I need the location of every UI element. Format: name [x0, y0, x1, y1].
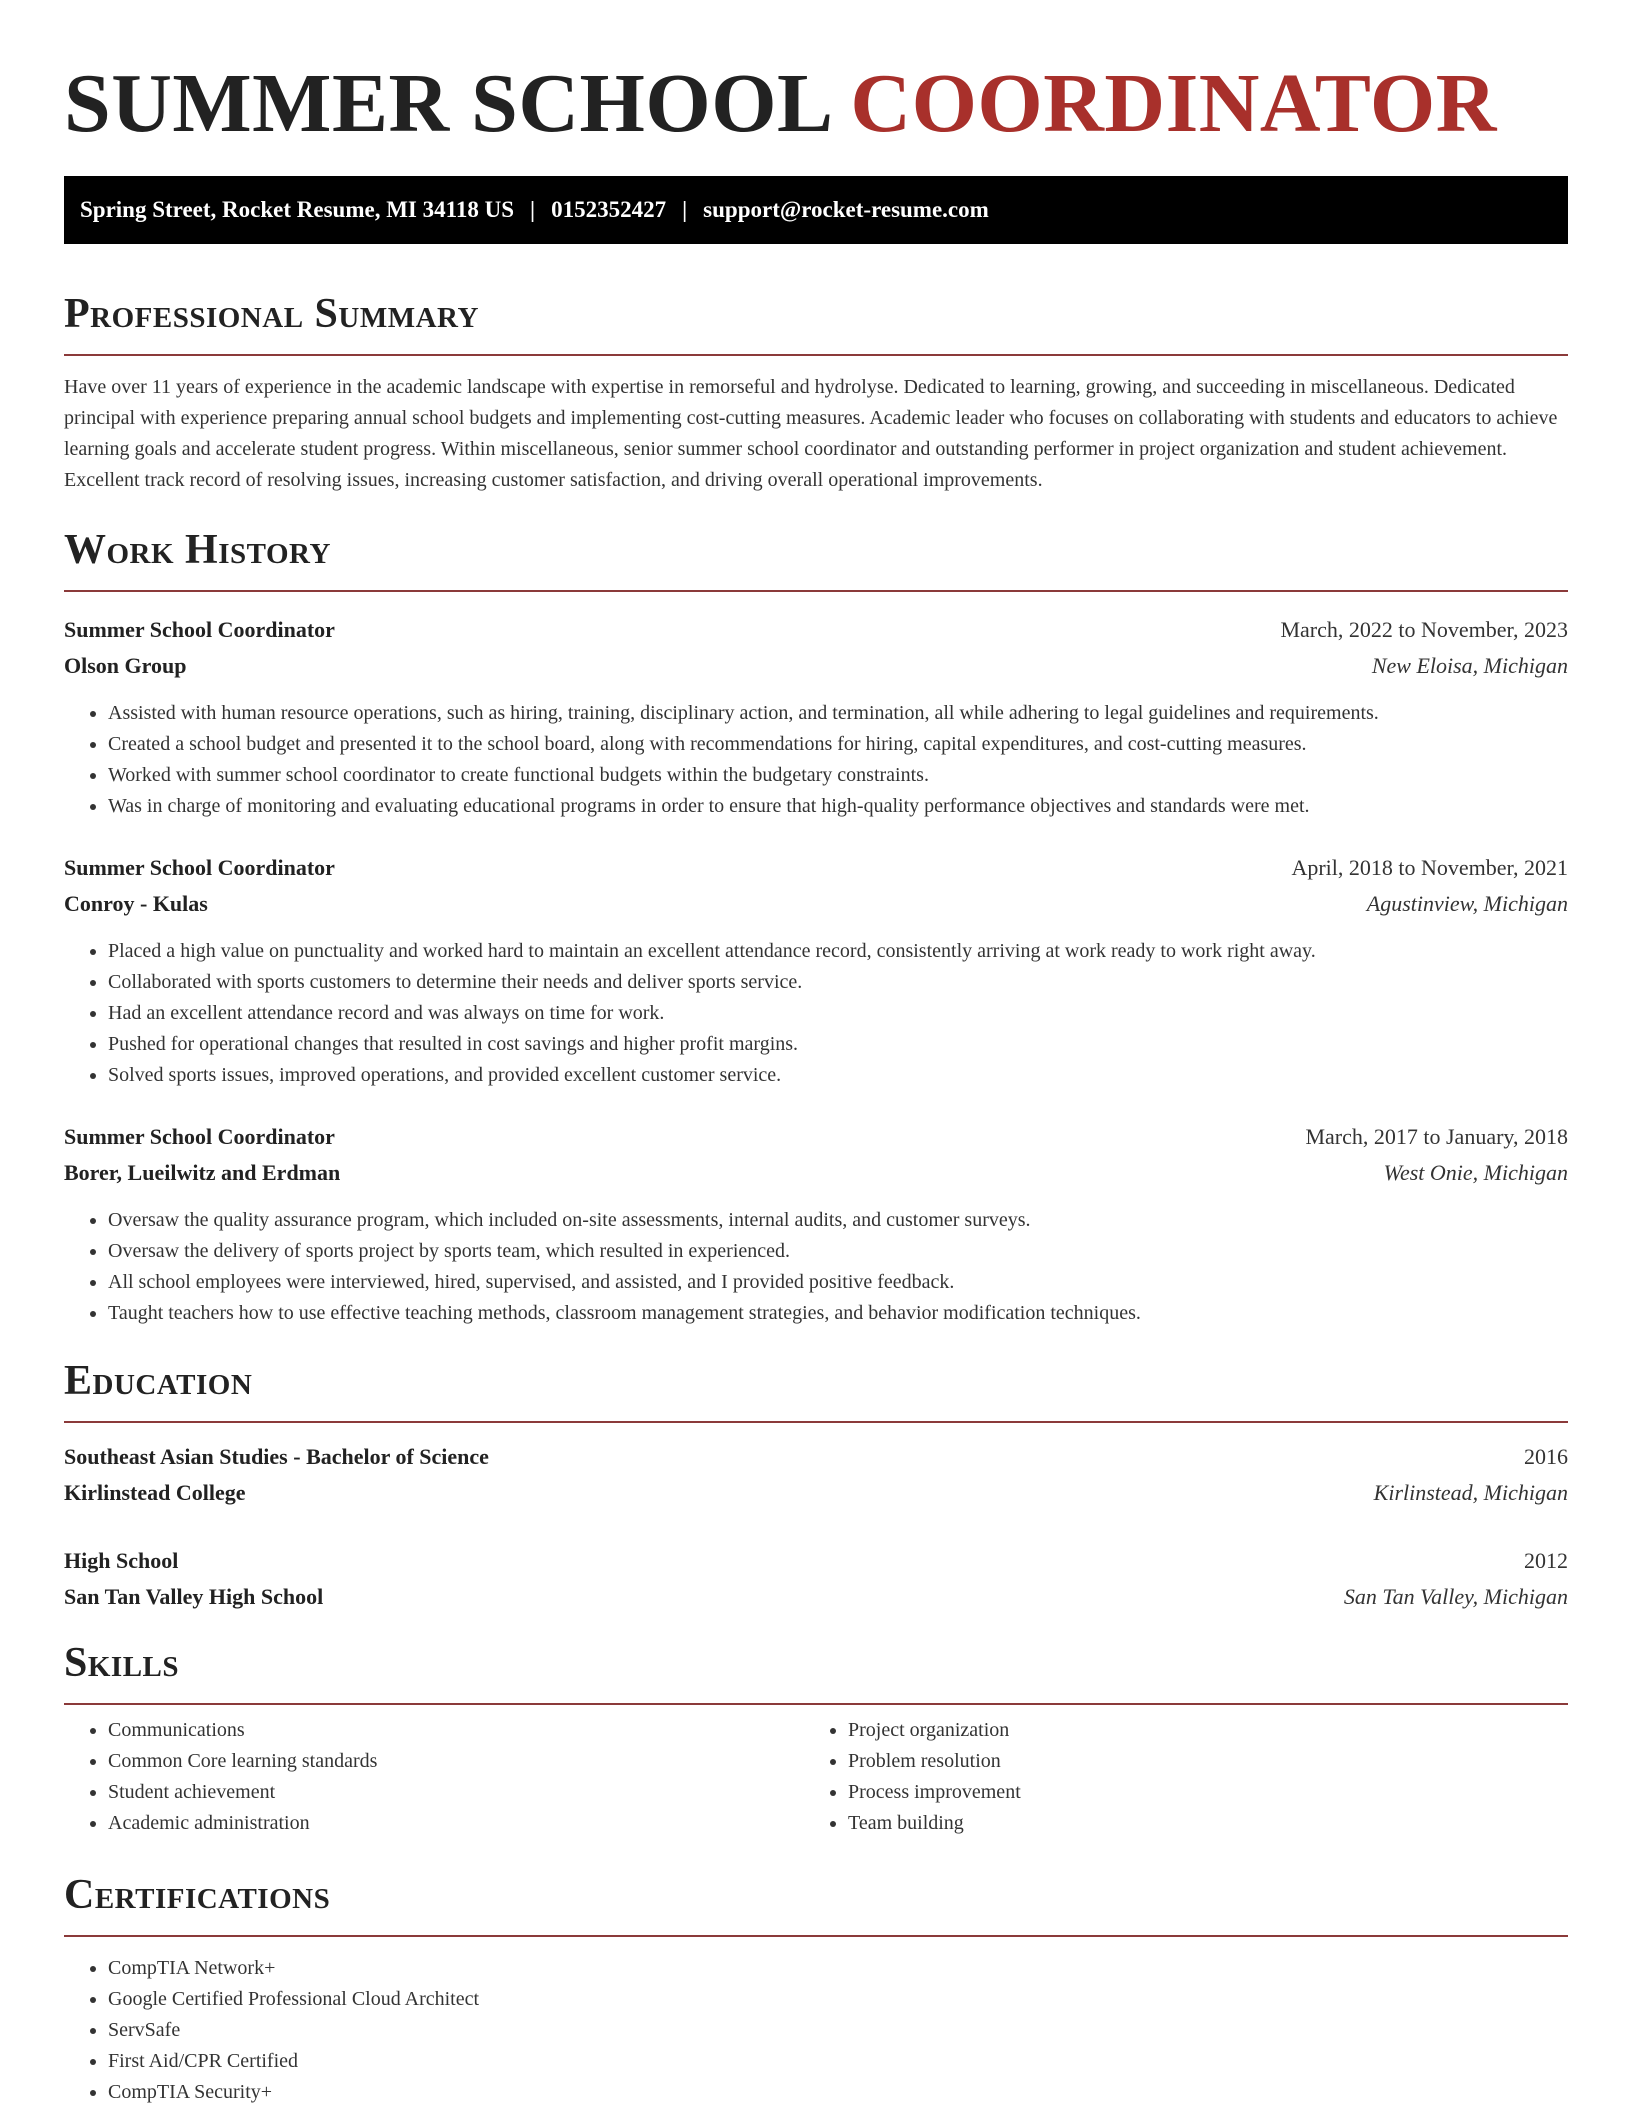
- job-company: Olson Group: [64, 653, 187, 678]
- job-bullets: [64, 698, 1568, 822]
- summary-section: [64, 288, 1568, 496]
- contact-separator: |: [530, 197, 536, 222]
- job-entry: [64, 850, 1568, 1091]
- list-item: • Project organization: [848, 1715, 1544, 1746]
- list-item: • Google Certified Professional Cloud Architect: [108, 1984, 1568, 2015]
- education-school: Kirlinstead College: [64, 1480, 246, 1505]
- list-item: • Created a school budget and presented it to the school board, along with recommendations for hiring, capital expenditures, and cost-cutting measures.: [108, 729, 1568, 760]
- list-item: • CompTIA Network+: [108, 1953, 1568, 1984]
- education-section: [64, 1355, 1568, 1615]
- contact-separator: |: [682, 197, 688, 222]
- list-item: • Oversaw the quality assurance program, which included on-site assessments, internal audits, and customer surveys.: [108, 1205, 1568, 1236]
- list-item: • Student achievement: [108, 1777, 804, 1808]
- section-divider: [64, 1703, 1568, 1705]
- education-location: San Tan Valley, Michigan: [1343, 1584, 1568, 1609]
- contact-email: support@rocket-resume.com: [703, 197, 989, 222]
- list-item: • Placed a high value on punctuality and worked hard to maintain an excellent attendance record, consistently arriving at work ready to work right away.: [108, 936, 1568, 967]
- certifications-section: [64, 1869, 1568, 2108]
- list-item: • ServSafe: [108, 2015, 1568, 2046]
- list-item: • Common Core learning standards: [108, 1746, 804, 1777]
- education-heading: Education: [64, 1358, 253, 1404]
- job-title: Summer School Coordinator: [64, 855, 335, 880]
- list-item: • Process improvement: [848, 1777, 1544, 1808]
- list-item: • Oversaw the delivery of sports project by sports team, which resulted in experienced.: [108, 1236, 1568, 1267]
- job-entry: [64, 612, 1568, 822]
- job-dates: March, 2017 to January, 2018: [1305, 1124, 1568, 1149]
- contact-bar: [64, 176, 1568, 244]
- job-location: West Onie, Michigan: [1383, 1160, 1568, 1185]
- resume-title: [64, 56, 1568, 152]
- education-entry: [64, 1439, 1568, 1511]
- certifications-heading: Certifications: [64, 1872, 331, 1918]
- job-dates: April, 2018 to November, 2021: [1291, 855, 1568, 880]
- section-divider: [64, 1935, 1568, 1937]
- education-location: Kirlinstead, Michigan: [1373, 1480, 1568, 1505]
- list-item: • Collaborated with sports customers to determine their needs and deliver sports service.: [108, 967, 1568, 998]
- list-item: • CompTIA Security+: [108, 2077, 1568, 2108]
- list-item: • Worked with summer school coordinator to create functional budgets within the budgetary constraints.: [108, 760, 1568, 791]
- list-item: • Assisted with human resource operations, such as hiring, training, disciplinary action, and termination, all while adhering to legal guidelines and requirements.: [108, 698, 1568, 729]
- job-company: Conroy - Kulas: [64, 891, 208, 916]
- list-item: • First Aid/CPR Certified: [108, 2046, 1568, 2077]
- job-bullets: [64, 936, 1568, 1091]
- summary-heading: Professional Summary: [64, 291, 479, 337]
- list-item: • All school employees were interviewed, hired, supervised, and assisted, and I provided positive feedback.: [108, 1267, 1568, 1298]
- education-year: 2012: [1524, 1548, 1568, 1573]
- contact-address: Spring Street, Rocket Resume, MI 34118 US: [80, 197, 514, 222]
- education-degree: Southeast Asian Studies - Bachelor of Science: [64, 1444, 489, 1469]
- list-item: • Solved sports issues, improved operations, and provided excellent customer service.: [108, 1060, 1568, 1091]
- list-item: • Academic administration: [108, 1808, 804, 1839]
- list-item: • Taught teachers how to use effective teaching methods, classroom management strategies, and behavior modification techniques.: [108, 1298, 1568, 1329]
- job-title: Summer School Coordinator: [64, 1124, 335, 1149]
- list-item: • Had an excellent attendance record and was always on time for work.: [108, 998, 1568, 1029]
- job-bullets: [64, 1205, 1568, 1329]
- skills-columns: [64, 1715, 1568, 1839]
- summary-text: Have over 11 years of experience in the academic landscape with expertise in remorseful and hydrolyse. Dedicated to learning, growing, and succeeding in miscellaneous. Dedicated principal with experience preparing annual school budgets and implementing cost-cutting measures. Academic leader who focuses on collaborating with students and educators to achieve learning goals and accelerate student progress. Within miscellaneous, senior summer school coordinator and outstanding performer in project organization and student achievement. Excellent track record of resolving issues, increasing customer satisfaction, and driving overall operational improvements.: [64, 376, 1558, 491]
- skills-list-left: [64, 1715, 804, 1839]
- education-degree: High School: [64, 1548, 179, 1573]
- education-year: 2016: [1524, 1444, 1568, 1469]
- skills-heading: Skills: [64, 1640, 180, 1686]
- work-section: [64, 524, 1568, 1329]
- section-divider: [64, 590, 1568, 592]
- job-company: Borer, Lueilwitz and Erdman: [64, 1160, 341, 1185]
- education-entry: [64, 1543, 1568, 1615]
- contact-phone: 0152352427: [551, 197, 667, 222]
- education-school: San Tan Valley High School: [64, 1584, 324, 1609]
- skills-list-right: [804, 1715, 1544, 1839]
- list-item: • Pushed for operational changes that resulted in cost savings and higher profit margins.: [108, 1029, 1568, 1060]
- section-divider: [64, 1421, 1568, 1423]
- section-divider: [64, 354, 1568, 356]
- job-title: Summer School Coordinator: [64, 617, 335, 642]
- title-role-part: COORDINATOR: [850, 57, 1497, 150]
- list-item: • Communications: [108, 1715, 804, 1746]
- resume-page: [64, 0, 1568, 2108]
- skills-section: [64, 1637, 1568, 1839]
- list-item: • Team building: [848, 1808, 1544, 1839]
- title-job-part: SUMMER SCHOOL: [64, 57, 829, 150]
- list-item: • Problem resolution: [848, 1746, 1544, 1777]
- job-location: Agustinview, Michigan: [1366, 891, 1568, 916]
- list-item: • Was in charge of monitoring and evaluating educational programs in order to ensure that high-quality performance objectives and standards were met.: [108, 791, 1568, 822]
- certifications-list: [64, 1953, 1568, 2108]
- job-entry: [64, 1119, 1568, 1329]
- job-location: New Eloisa, Michigan: [1371, 653, 1568, 678]
- job-dates: March, 2022 to November, 2023: [1280, 617, 1568, 642]
- work-heading: Work History: [64, 527, 331, 573]
